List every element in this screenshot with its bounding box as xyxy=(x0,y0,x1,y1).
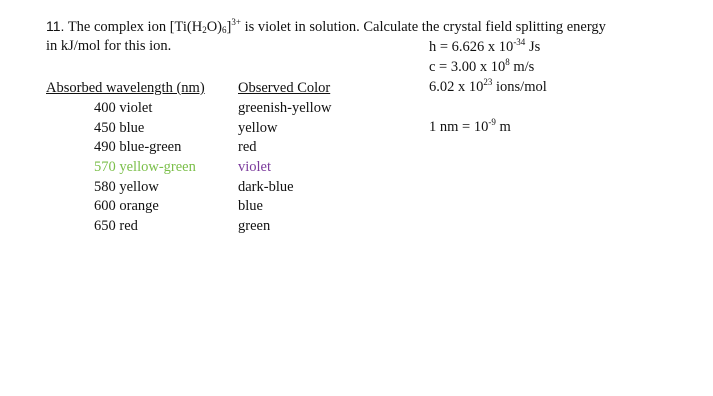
question-number: 11. xyxy=(46,18,65,34)
question-text-part: O) xyxy=(206,19,223,35)
subscript: 6 xyxy=(222,25,227,35)
constant-unit: Js xyxy=(525,39,541,55)
question-text-part: is violet in solution. Calculate the crystal field splitting energy xyxy=(240,19,606,35)
planck-constant xyxy=(429,38,540,56)
superscript: -34 xyxy=(513,37,526,47)
absorbed-row-highlighted: 570 yellow-green xyxy=(94,159,196,176)
absorbed-row: 580 yellow xyxy=(94,178,159,195)
constant-unit: m xyxy=(495,119,511,135)
absorbed-row: 400 violet xyxy=(94,100,153,116)
constant-text: c = 3.00 x 10 xyxy=(429,59,506,75)
constant-text: h = 6.626 x 10 xyxy=(429,39,514,55)
avogadro-number xyxy=(429,78,547,96)
observed-row: dark-blue xyxy=(238,178,294,195)
constant-unit: m/s xyxy=(509,59,535,75)
absorbed-row: 450 blue xyxy=(94,119,145,136)
superscript: 8 xyxy=(505,57,510,67)
observed-row: yellow xyxy=(238,119,278,136)
constant-text: 1 nm = 10 xyxy=(429,119,489,135)
question-line-2: in kJ/mol for this ion. xyxy=(46,38,172,54)
observed-row: red xyxy=(238,139,257,156)
observed-row: green xyxy=(238,218,271,235)
nm-conversion xyxy=(429,118,511,136)
superscript: -9 xyxy=(488,117,496,127)
observed-row-highlighted: violet xyxy=(238,159,272,176)
question-text-part: The complex ion [Ti(H xyxy=(67,19,203,35)
constant-text: 6.02 x 10 xyxy=(429,79,484,95)
subscript: 2 xyxy=(202,25,207,35)
speed-of-light xyxy=(429,58,534,76)
absorbed-row: 600 orange xyxy=(94,198,159,215)
superscript: 3+ xyxy=(231,17,241,27)
absorbed-column xyxy=(94,99,196,237)
absorbed-row: 490 blue-green xyxy=(94,139,182,156)
superscript: 23 xyxy=(483,77,493,87)
constant-unit: ions/mol xyxy=(492,79,547,95)
observed-row: blue xyxy=(238,198,263,215)
header-observed-color: Observed Color xyxy=(238,80,331,96)
question-line-1 xyxy=(46,17,606,36)
absorbed-row: 650 red xyxy=(94,218,138,235)
observed-row: greenish-yellow xyxy=(238,100,332,116)
header-absorbed-wavelength: Absorbed wavelength (nm) xyxy=(46,80,205,96)
question-text-part: ] xyxy=(226,19,232,35)
observed-column xyxy=(238,99,331,237)
